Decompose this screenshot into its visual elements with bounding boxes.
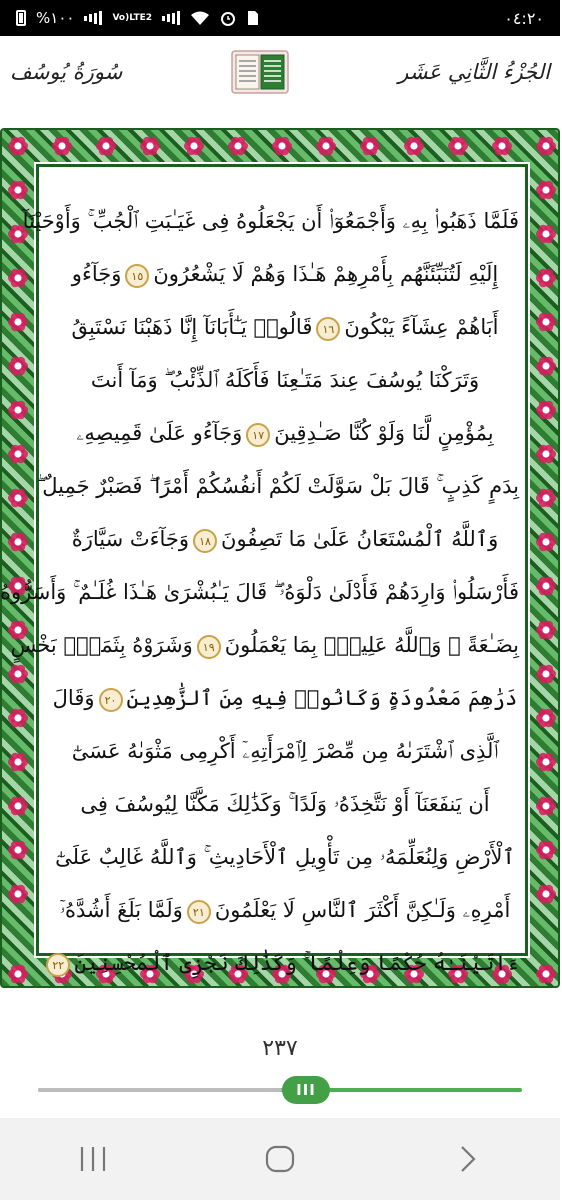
verse-line[interactable] xyxy=(39,407,531,460)
verse-text[interactable]: وَجَآءَتْ سَيَّارَةٌ xyxy=(71,527,190,551)
flower-ornament xyxy=(536,797,556,815)
verse-text[interactable]: قَالُوا۟ يَـٰٓأَبَانَآ إِنَّا ذَهَبْنَا نَسْتَبِقُ xyxy=(71,315,313,339)
flower-ornament xyxy=(8,401,28,419)
verse-text[interactable]: فَلَمَّا ذَهَبُوا۟ بِهِۦ وَأَجْمَعُوٓا۟ أَن يَجْعَلُوهُ فِى غَيَـٰبَتِ ٱلْجُبِّ ۚ وَأَوْحَيْنَآ xyxy=(22,209,519,233)
flower-ornament xyxy=(536,181,556,199)
ayah-number-marker[interactable]: ١٨ xyxy=(193,529,217,553)
verse-text[interactable]: ءَاتَيْنَـٰهُ حُكْمًا وَعِلْمًا ۚ وَكَذَٰلِكَ نَجْزِى ٱلْمُحْسِنِينَ xyxy=(74,951,519,975)
ayah-number-marker[interactable]: ١٥ xyxy=(125,264,149,288)
battery-icon xyxy=(16,10,26,26)
navigation-bar xyxy=(0,1118,560,1200)
ornamental-frame xyxy=(0,128,560,988)
verse-text[interactable]: بِضَـٰعَةً ۚ وَٱللَّهُ عَلِيمٌۢ بِمَا يَعْمَلُونَ xyxy=(224,633,519,657)
slider-track-filled xyxy=(38,1088,282,1092)
flower-ornament xyxy=(536,269,556,287)
page-number: ٢٣٧ xyxy=(262,1036,298,1061)
quran-book-icon[interactable] xyxy=(231,50,289,94)
status-icons xyxy=(16,9,260,27)
flower-ornament xyxy=(536,137,556,155)
flower-ornament xyxy=(8,797,28,815)
verse-text[interactable]: أَمْرِهِۦ وَلَـٰكِنَّ أَكْثَرَ ٱلنَّاسِ لَا يَعْلَمُونَ xyxy=(214,898,511,922)
verse-line[interactable] xyxy=(10,619,531,672)
verse-text[interactable]: وَتَرَكْنَا يُوسُفَ عِندَ مَتَـٰعِنَا فَأَكَلَهُ ٱلذِّئْبُ ۖ وَمَآ أَنتَ xyxy=(90,368,480,392)
verse-text[interactable]: وَجَآءُو xyxy=(71,262,122,286)
flower-ornament xyxy=(536,665,556,683)
flower-ornament xyxy=(536,313,556,331)
flower-ornament xyxy=(8,841,28,859)
flower-ornament xyxy=(8,357,28,375)
verse-text[interactable]: ٱلَّذِى ٱشْتَرَىٰهُ مِن مِّصْرَ لِٱمْرَأَتِهِۦٓ أَكْرِمِى مَثْوَىٰهُ عَسَىٰٓ xyxy=(71,739,499,763)
verse-line[interactable] xyxy=(39,884,531,937)
slider-thumb[interactable]: III xyxy=(282,1076,330,1104)
verse-line[interactable] xyxy=(39,937,531,990)
verse-line[interactable] xyxy=(36,460,531,513)
flower-ornament xyxy=(536,709,556,727)
flower-ornament xyxy=(536,401,556,419)
flower-ornament xyxy=(536,533,556,551)
verse-text[interactable]: ٱلْأَرْضِ وَلِنُعَلِّمَهُۥ مِن تَأْوِيلِ ٱلْأَحَادِيثِ ۚ وَٱللَّهُ غَالِبٌ عَلَىٰٓ xyxy=(55,845,515,869)
flower-ornament xyxy=(448,137,468,155)
flower-ornament xyxy=(8,445,28,463)
battery-percent: %١٠٠ xyxy=(36,9,75,27)
flower-ornament xyxy=(536,577,556,595)
flower-ornament xyxy=(8,965,28,983)
verse-lines xyxy=(0,195,531,990)
ayah-number-marker[interactable]: ١٦ xyxy=(316,317,340,341)
flower-ornament xyxy=(8,533,28,551)
flower-ornament xyxy=(536,841,556,859)
verse-line[interactable] xyxy=(0,566,531,619)
alarm-icon xyxy=(220,10,236,26)
verse-text[interactable]: وَلَمَّا بَلَغَ أَشُدَّهُۥٓ xyxy=(59,898,183,922)
verse-text[interactable]: بِمُؤْمِنٍ لَّنَا وَلَوْ كُنَّا صَـٰدِقِينَ xyxy=(274,421,494,445)
page-slider[interactable] xyxy=(38,1076,522,1104)
flower-ornament xyxy=(536,621,556,639)
flower-ornament xyxy=(8,709,28,727)
verse-line[interactable] xyxy=(39,301,531,354)
flower-ornament xyxy=(492,137,512,155)
verse-text[interactable]: دَرَٰهِمَ مَعْدُودَةٍ وَكَانُوا۟ فِيهِ مِنَ ٱلزَّٰهِدِينَ xyxy=(126,686,518,710)
flower-ornament xyxy=(228,137,248,155)
flower-ornament xyxy=(536,357,556,375)
verse-text[interactable]: إِلَيْهِ لَتُنَبِّئَنَّهُم بِأَمْرِهِمْ هَـٰذَا وَهُمْ لَا يَشْعُرُونَ xyxy=(153,262,499,286)
flower-ornament xyxy=(8,313,28,331)
recents-icon xyxy=(78,1145,108,1173)
wifi-icon xyxy=(190,10,210,26)
verse-line[interactable] xyxy=(22,195,531,248)
sim-icon xyxy=(246,10,260,26)
flower-ornament xyxy=(96,137,116,155)
flower-ornament xyxy=(52,137,72,155)
verse-text[interactable]: بِدَمٍ كَذِبٍ ۚ قَالَ بَلْ سَوَّلَتْ لَكُمْ أَنفُسُكُمْ أَمْرًا ۖ فَصَبْرٌ جَمِيلٌ ۖ xyxy=(36,474,519,498)
verse-text[interactable]: وَشَرَوْهُ بِثَمَنٍۭ بَخْسٍ xyxy=(10,633,193,657)
flower-ornament xyxy=(272,137,292,155)
ayah-number-marker[interactable]: ٢٢ xyxy=(46,953,70,977)
verse-line[interactable] xyxy=(39,672,531,725)
juz-name[interactable]: الجُزْءُ الثَّانِي عَشَر xyxy=(398,60,550,84)
ayah-number-marker[interactable]: ١٧ xyxy=(246,423,270,447)
verse-line[interactable] xyxy=(39,513,531,566)
verse-text[interactable]: وَقَالَ xyxy=(52,686,95,710)
signal-icon xyxy=(84,11,102,25)
home-icon xyxy=(265,1145,295,1173)
flower-ornament xyxy=(536,225,556,243)
back-icon xyxy=(452,1145,482,1173)
verse-text[interactable]: أَن يَنفَعَنَآ أَوْ نَتَّخِذَهُۥ وَلَدًا ۚ وَكَذَٰلِكَ مَكَّنَّا لِيُوسُفَ فِى xyxy=(80,792,490,816)
verse-line[interactable] xyxy=(39,831,531,884)
ayah-number-marker[interactable]: ٢١ xyxy=(187,900,211,924)
flower-ornament xyxy=(404,137,424,155)
flower-ornament xyxy=(140,137,160,155)
verse-text[interactable]: وَجَآءُو عَلَىٰ قَمِيصِهِۦ xyxy=(76,421,243,445)
ayah-number-marker[interactable]: ٢٠ xyxy=(99,688,123,712)
verse-line[interactable] xyxy=(39,778,531,831)
home-button[interactable] xyxy=(240,1129,320,1189)
status-bar xyxy=(0,0,560,36)
page-header xyxy=(0,36,560,108)
flower-ornament xyxy=(316,137,336,155)
verse-text[interactable]: وَٱللَّهُ ٱلْمُسْتَعَانُ عَلَىٰ مَا تَصِفُونَ xyxy=(221,527,499,551)
flower-ornament xyxy=(536,489,556,507)
flower-ornament xyxy=(360,137,380,155)
flower-ornament xyxy=(536,965,556,983)
flower-ornament xyxy=(8,489,28,507)
verse-line[interactable] xyxy=(39,725,531,778)
verse-line[interactable] xyxy=(39,248,531,301)
flower-ornament xyxy=(8,885,28,903)
flower-ornament xyxy=(536,753,556,771)
quran-page[interactable] xyxy=(0,164,528,975)
surah-name[interactable]: سُورَةُ يُوسُف xyxy=(10,60,123,84)
flower-ornament xyxy=(536,445,556,463)
flower-ornament xyxy=(8,753,28,771)
flower-ornament xyxy=(8,137,28,155)
flower-ornament xyxy=(184,137,204,155)
recents-button[interactable] xyxy=(53,1129,133,1189)
verse-line[interactable] xyxy=(39,354,531,407)
clock: ٠٤:٢٠ xyxy=(504,8,544,28)
network-type: Vo) LTE2 xyxy=(112,12,153,23)
back-button[interactable] xyxy=(427,1129,507,1189)
signal-icon-2 xyxy=(162,11,180,25)
flower-ornament xyxy=(8,269,28,287)
verse-text[interactable]: فَأَرْسَلُوا۟ وَارِدَهُمْ فَأَدْلَىٰ دَلْوَهُۥ ۖ قَالَ يَـٰبُشْرَىٰ هَـٰذَا غُلَـٰمٌ ۚ وَأَسَرُّوهُ xyxy=(0,580,519,604)
flower-ornament xyxy=(536,885,556,903)
ayah-number-marker[interactable]: ١٩ xyxy=(197,635,221,659)
verse-text[interactable]: أَبَاهُمْ عِشَآءً يَبْكُونَ xyxy=(344,315,499,339)
